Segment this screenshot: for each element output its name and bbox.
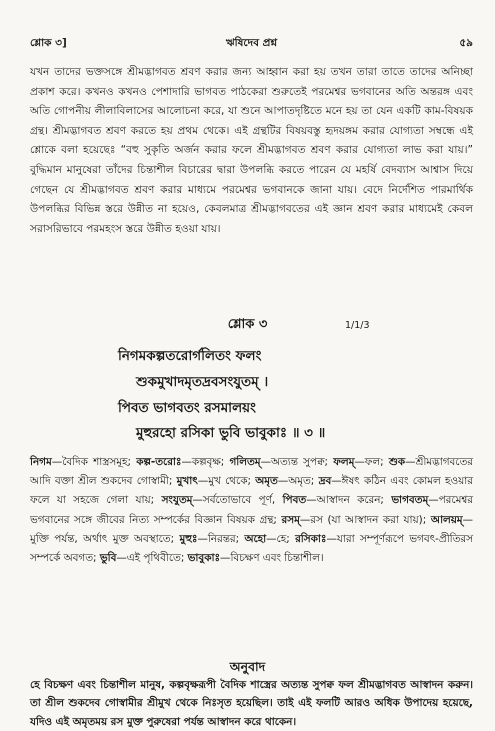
synonym-word: ভাবুকাঃ [187, 552, 221, 565]
header-chapter-title: ঋষিদেব প্রশ্ন [225, 37, 278, 49]
synonym-meaning: রস (যা আস্বাদন করা যায়); [310, 513, 427, 526]
synonym-word: ভাগবতম্ [391, 494, 429, 507]
synonym-meaning: মুখ থেকে; [208, 475, 251, 488]
verse-line-3: পিবত ভাগবতং রসমালয়ং [118, 400, 256, 416]
synonym-meaning: অমৃত; [288, 475, 315, 488]
translation-heading: অনুবাদ [229, 659, 266, 674]
synonym-word: কল্প-তরোঃ [136, 456, 182, 468]
verse-heading: শ্লোক ৩ [227, 317, 268, 332]
synonym-word: ফলম্ [333, 456, 355, 468]
synonyms-paragraph: নিগম—বৈদিক শাস্ত্রসমূহ; কল্প-তরোঃ—কল্পবৃক্ষ; গলিতম্—অত্যন্ত সুপক্ব; ফলম্—ফল; শুক—শ্রীমদ্ভাগবতের আদি বক্তা শ্রীল শুকদেব গোস্বামী; মুখাৎ—মুখ থেকে; অমৃত—অমৃত; দ্রব—ঈষৎ কঠিন এবং কোমল হওয়ার ফলে যা সহজে গেলা যায়; সংযুতম্—সর্বতোভাবে পূর্ণ, পিবত—আস্বাদন করেন; ভাগবতম্—পরমেশ্বর ভগবানের সঙ্গে জীবের নিত্য সম্পর্কের বিজ্ঞান বিষয়ক গ্রন্থ; রসম্—রস (যা আস্বাদন করা যায়); আলয়ম্—মুক্তি পর্যন্ত, অর্থাৎ মুক্ত অবস্থাতে; মুহুঃ—নিরন্তর; অহো—হে; রসিকাঃ—যারা সম্পূর্ণরূপে ভগবৎ-প্রীতিরস সম্পর্কে অবগত; ভুবি—এই পৃথিবীতে; ভাবুকাঃ—বিচক্ষণ এবং চিন্তাশীল। [30, 456, 474, 565]
synonym-meaning: বৈদিক শাস্ত্রসমূহ; [62, 456, 131, 468]
synonym-meaning: কল্পবৃক্ষ; [191, 456, 225, 468]
synonym-meaning: ঈষৎ কঠিন এবং কোমল হওয়ার ফলে যা সহজে গেলা যায়; [30, 475, 473, 507]
synonym-word: গলিতম্ [229, 456, 261, 468]
synonym-meaning: বিচক্ষণ এবং চিন্তাশীল। [230, 552, 324, 565]
synonym-word: রসিকাঃ [295, 532, 327, 545]
synonym-word: অমৃত [255, 475, 278, 488]
header-verse-label: শ্লোক ৩] [30, 37, 67, 49]
synonym-meaning: শ্রীমদ্ভাগবতের আদি বক্তা শ্রীল শুকদেব গোস্বামী; [30, 456, 473, 488]
synonym-word: সংযুতম্ [161, 494, 193, 507]
synonym-meaning: আস্বাদন করেন; [316, 494, 384, 507]
synonym-meaning: এই পৃথিবীতে; [126, 552, 185, 565]
synonym-meaning: ফল; [364, 456, 384, 468]
synonym-word: মুখাৎ [176, 475, 198, 488]
synonym-meaning: সর্বতোভাবে পূর্ণ, [202, 494, 276, 507]
synonym-meaning: পরমেশ্বর ভগবানের সঙ্গে জীবের নিত্য সম্পর্কের বিজ্ঞান বিষয়ক গ্রন্থ; [30, 494, 473, 526]
synonym-word: মুহুঃ [179, 532, 198, 545]
synonym-word: রসম্ [281, 513, 300, 526]
synonym-word: আলয়ম্ [430, 513, 463, 526]
synonym-meaning: নিরন্তর; [207, 532, 240, 545]
verse-reference: 1/1/3 [345, 320, 370, 331]
synonym-meaning: মুক্তি পর্যন্ত, অর্থাৎ মুক্ত অবস্থাতে; [30, 532, 175, 545]
page-number: ৫৯ [459, 37, 473, 49]
synonym-word: অহো [244, 532, 267, 545]
synonym-word: দ্রব [318, 475, 332, 488]
synonym-meaning: হে; [276, 532, 290, 545]
synonym-word: ভুবি [99, 552, 117, 565]
synonym-word: শুক [388, 456, 406, 468]
synonym-word: নিগম [30, 456, 52, 468]
synonym-word: পিবত [282, 494, 307, 507]
verse-line-1: নিগমকল্পতরোর্গলিতং ফলং [118, 348, 262, 364]
synonym-meaning: যারা সম্পূর্ণরূপে ভগবৎ-প্রীতিরস সম্পর্কে অবগত; [30, 532, 474, 565]
translation-paragraph: হে বিচক্ষণ এবং চিন্তাশীল মানুষ, কল্পবৃক্ষরূপী বৈদিক শাস্ত্রের অত্যন্ত সুপক্ব ফল শ্রীমদ্ভাগবত আস্বাদন করুন। তা শ্রীল শুকদেব গোস্বামীর শ্রীমুখ থেকে নিঃসৃত হয়েছিল। তাই এই ফলটি আরও অধিক উপাদেয় হয়েছে, যদিও এই অমৃতময় রস মুক্ত পুরুষেরা পর্যন্ত আস্বাদন করে থাকেন। [30, 679, 473, 728]
purport-paragraph: যখন তাদের ভক্তসঙ্গে শ্রীমদ্ভাগবত শ্রবণ করার জন্য আহ্বান করা হয় তখন তারা তাতে তাদের অনিচ্ছা প্রকাশ করে। কখনও কখনও পেশাদারি ভাগবত পাঠকেরা শুরুতেই পরমেশ্বর ভগবানের অতি অন্তরঙ্গ এবং অতি গোপনীয় লীলাবিলাসের আলোচনা করে, যা শুনে আপাতদৃষ্টিতে মনে হয় তা যেন একটি কাম-বিষয়ক গ্রন্থ। শ্রীমদ্ভাগবত শ্রবণ করতে হয় প্রথম থেকে। এই গ্রন্থটির বিষয়বস্তু হৃদয়ঙ্গম করার যোগ্যতা সম্বন্ধে এই শ্লোকে বলা হয়েছেঃ “বহু সুকৃতি অর্জন করার ফলে শ্রীমদ্ভাগবত শ্রবণ করার যোগ্যতা লাভ করা যায়।” বুদ্ধিমান মানুষেরা তাঁদের চিন্তাশীল বিচারের দ্বারা উপলব্ধি করতে পারেন যে মহর্ষি বেদব্যাস আশ্বাস দিয়ে গেছেন যে শ্রীমদ্ভাগবত শ্রবণ করার মাধ্যমে পরমেশ্বর ভগবানকে জানা যায়। বেদে নির্দেশিত পারমার্থিক উপলব্ধির বিভিন্ন স্তরে উন্নীত না হয়েও, কেবলমাত্র শ্রীমদ্ভাগবতের এই জ্ঞান শ্রবণ করার মাধ্যমেই কেবল সরাসরিভাবে পরমহংস স্তরে উন্নীত হওয়া যায়। [30, 66, 473, 235]
verse-line-2: শুকমুখাদমৃতদ্রবসংযুতম্ । [136, 374, 269, 390]
running-header [30, 36, 473, 52]
synonym-meaning: অত্যন্ত সুপক্ব; [270, 456, 329, 468]
verse-line-4: মুহুরহো রসিকা ভুবি ভাবুকাঃ ॥ ৩ ॥ [136, 425, 326, 441]
